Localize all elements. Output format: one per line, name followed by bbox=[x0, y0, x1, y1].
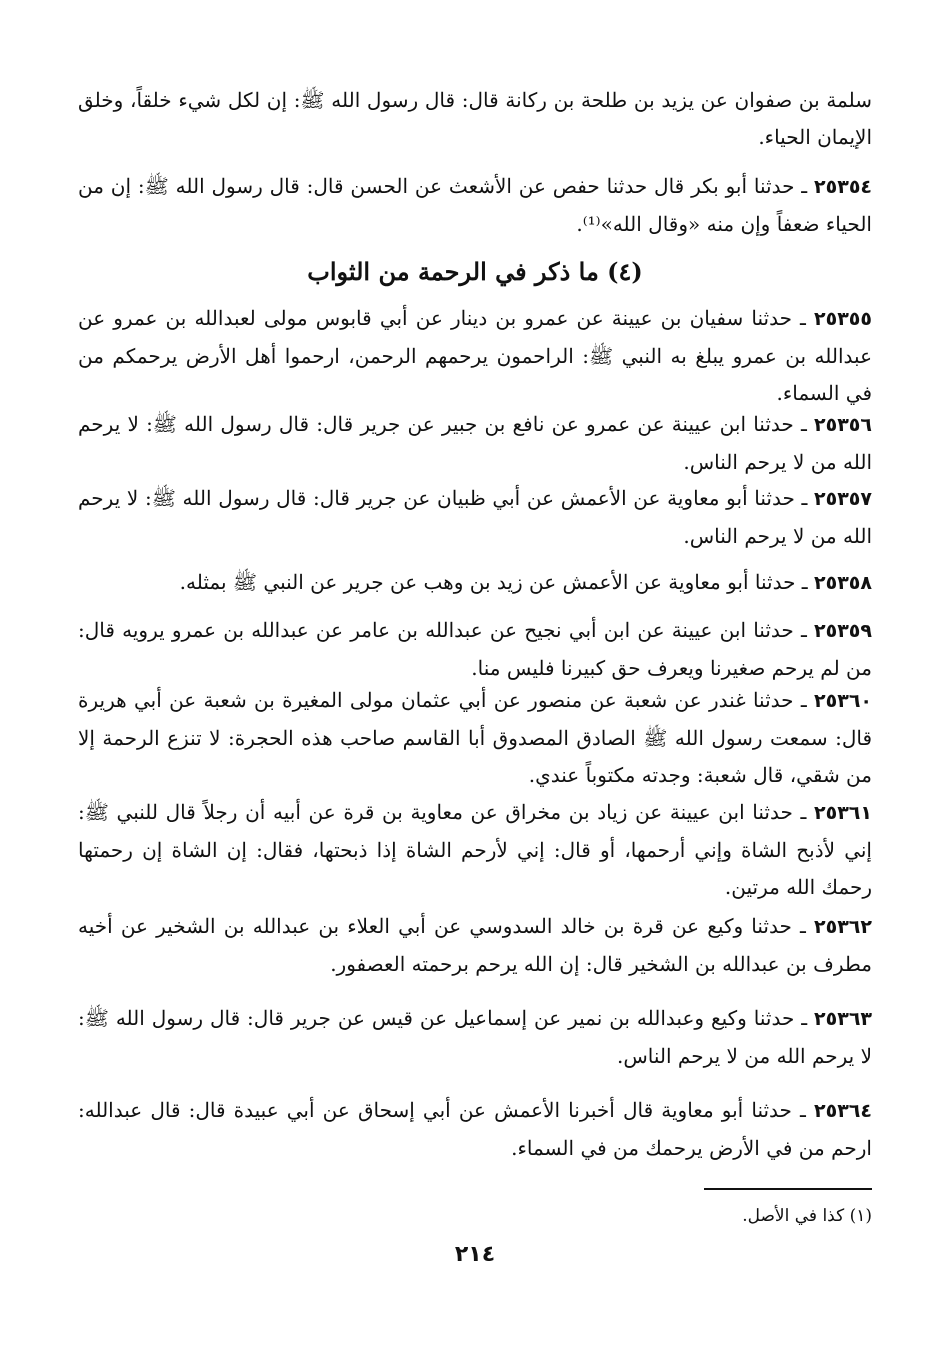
hadith-text: ـ حدثنا أبو معاوية قال أخبرنا الأعمش عن أبي إسحاق عن أبي عبيدة قال: قال عبدالله: ارحم من في الأرض يرحمك من في السماء. bbox=[78, 1098, 872, 1160]
hadith-text: ـ حدثنا وكيع وعبدالله بن نمير عن إسماعيل عن قيس عن جرير قال: قال رسول الله ﷺ: لا يرحم الله من لا يرحم الناس. bbox=[78, 1006, 872, 1068]
hadith-number: ٢٥٣٥٩ bbox=[814, 620, 872, 642]
hadith-25357 bbox=[78, 480, 872, 555]
hadith-25362 bbox=[78, 908, 872, 983]
hadith-number: ٢٥٣٦٤ bbox=[814, 1100, 872, 1122]
hadith-25355 bbox=[78, 300, 872, 412]
hadith-25364 bbox=[78, 1092, 872, 1167]
section-heading: (٤) ما ذكر في الرحمة من الثواب bbox=[307, 257, 643, 286]
footnote-divider bbox=[704, 1188, 872, 1190]
hadith-text: ـ حدثنا أبو معاوية عن الأعمش عن زيد بن وهب عن جرير عن النبي ﷺ بمثله. bbox=[179, 570, 808, 594]
hadith-25354 bbox=[78, 168, 872, 243]
hadith-text: ـ حدثنا وكيع عن قرة بن خالد السدوسي عن أبي العلاء بن عبدالله بن الشخير عن أخيه مطرف بن عبدالله بن الشخير قال: إن الله يرحم برحمته العصفور. bbox=[78, 914, 872, 976]
hadith-text: ـ حدثنا ابن عيينة عن زياد بن مخراق عن معاوية بن قرة عن أبيه أن رجلاً قال للنبي ﷺ: إني لأذبح الشاة وإني أرحمها، أو قال: إني لأرحم الشاة إذا ذبحتها، فقال: إن الشاة إن رحمتها رحمك الله مرتين. bbox=[78, 800, 872, 899]
hadith-25363 bbox=[78, 1000, 872, 1075]
hadith-number: ٢٥٣٦١ bbox=[814, 802, 872, 824]
hadith-text: ـ حدثنا غندر عن شعبة عن منصور عن أبي عثمان مولى المغيرة بن شعبة عن أبي هريرة قال: سمعت رسول الله ﷺ الصادق المصدوق أبا القاسم صاحب هذه الحجرة: لا تنزع الرحمة إلا من شقي، قال شعبة: وجدته مكتوباً عندي. bbox=[78, 688, 872, 787]
hadith-text: ـ حدثنا أبو بكر قال حدثنا حفص عن الأشعث عن الحسن قال: قال رسول الله ﷺ: إن من الحياء ضعفاً وإن منه «وقال الله»⁽¹⁾. bbox=[78, 174, 872, 236]
footnote: (١) كذا في الأصل. bbox=[742, 1206, 872, 1226]
hadith-25361 bbox=[78, 794, 872, 906]
hadith-number: ٢٥٣٦٣ bbox=[814, 1008, 873, 1030]
hadith-number: ٢٥٣٥٥ bbox=[814, 308, 872, 330]
hadith-number: ٢٥٣٥٦ bbox=[814, 414, 872, 436]
hadith-25360 bbox=[78, 682, 872, 794]
page-number: ٢١٤ bbox=[454, 1242, 496, 1267]
hadith-text: ـ حدثنا أبو معاوية عن الأعمش عن أبي ظبيان عن جرير قال: قال رسول الله ﷺ: لا يرحم الله من لا يرحم الناس. bbox=[78, 486, 872, 548]
hadith-number: ٢٥٣٦٢ bbox=[814, 916, 872, 938]
hadith-number: ٢٥٣٦٠ bbox=[814, 690, 873, 712]
hadith-25359 bbox=[78, 612, 872, 687]
hadith-number: ٢٥٣٥٤ bbox=[814, 176, 873, 198]
hadith-text: ـ حدثنا سفيان بن عيينة عن عمرو بن دينار عن أبي قابوس مولى لعبدالله بن عمرو عن عبدالله بن عمرو يبلغ به النبي ﷺ: الراحمون يرحمهم الرحمن، ارحموا أهل الأرض يرحمكم من في السماء. bbox=[78, 306, 872, 405]
paragraph-continuation bbox=[78, 82, 872, 156]
hadith-text: ـ حدثنا ابن عيينة عن ابن أبي نجيح عن عبدالله بن عامر عن عبدالله بن عمرو يرويه قال: من لم يرحم صغيرنا ويعرف حق كبيرنا فليس منا. bbox=[78, 618, 872, 680]
hadith-number: ٢٥٣٥٧ bbox=[814, 488, 872, 510]
hadith-25356 bbox=[78, 406, 872, 481]
hadith-text: ـ حدثنا ابن عيينة عن عمرو عن نافع بن جبير عن جرير قال: قال رسول الله ﷺ: لا يرحم الله من لا يرحم الناس. bbox=[78, 412, 872, 474]
hadith-25358 bbox=[78, 564, 872, 602]
hadith-number: ٢٥٣٥٨ bbox=[814, 572, 872, 594]
paragraph-text: سلمة بن صفوان عن يزيد بن طلحة بن ركانة قال: قال رسول الله ﷺ: إن لكل شيء خلقاً، وخلق الإيمان الحياء. bbox=[78, 88, 872, 149]
document-page bbox=[78, 82, 872, 1342]
